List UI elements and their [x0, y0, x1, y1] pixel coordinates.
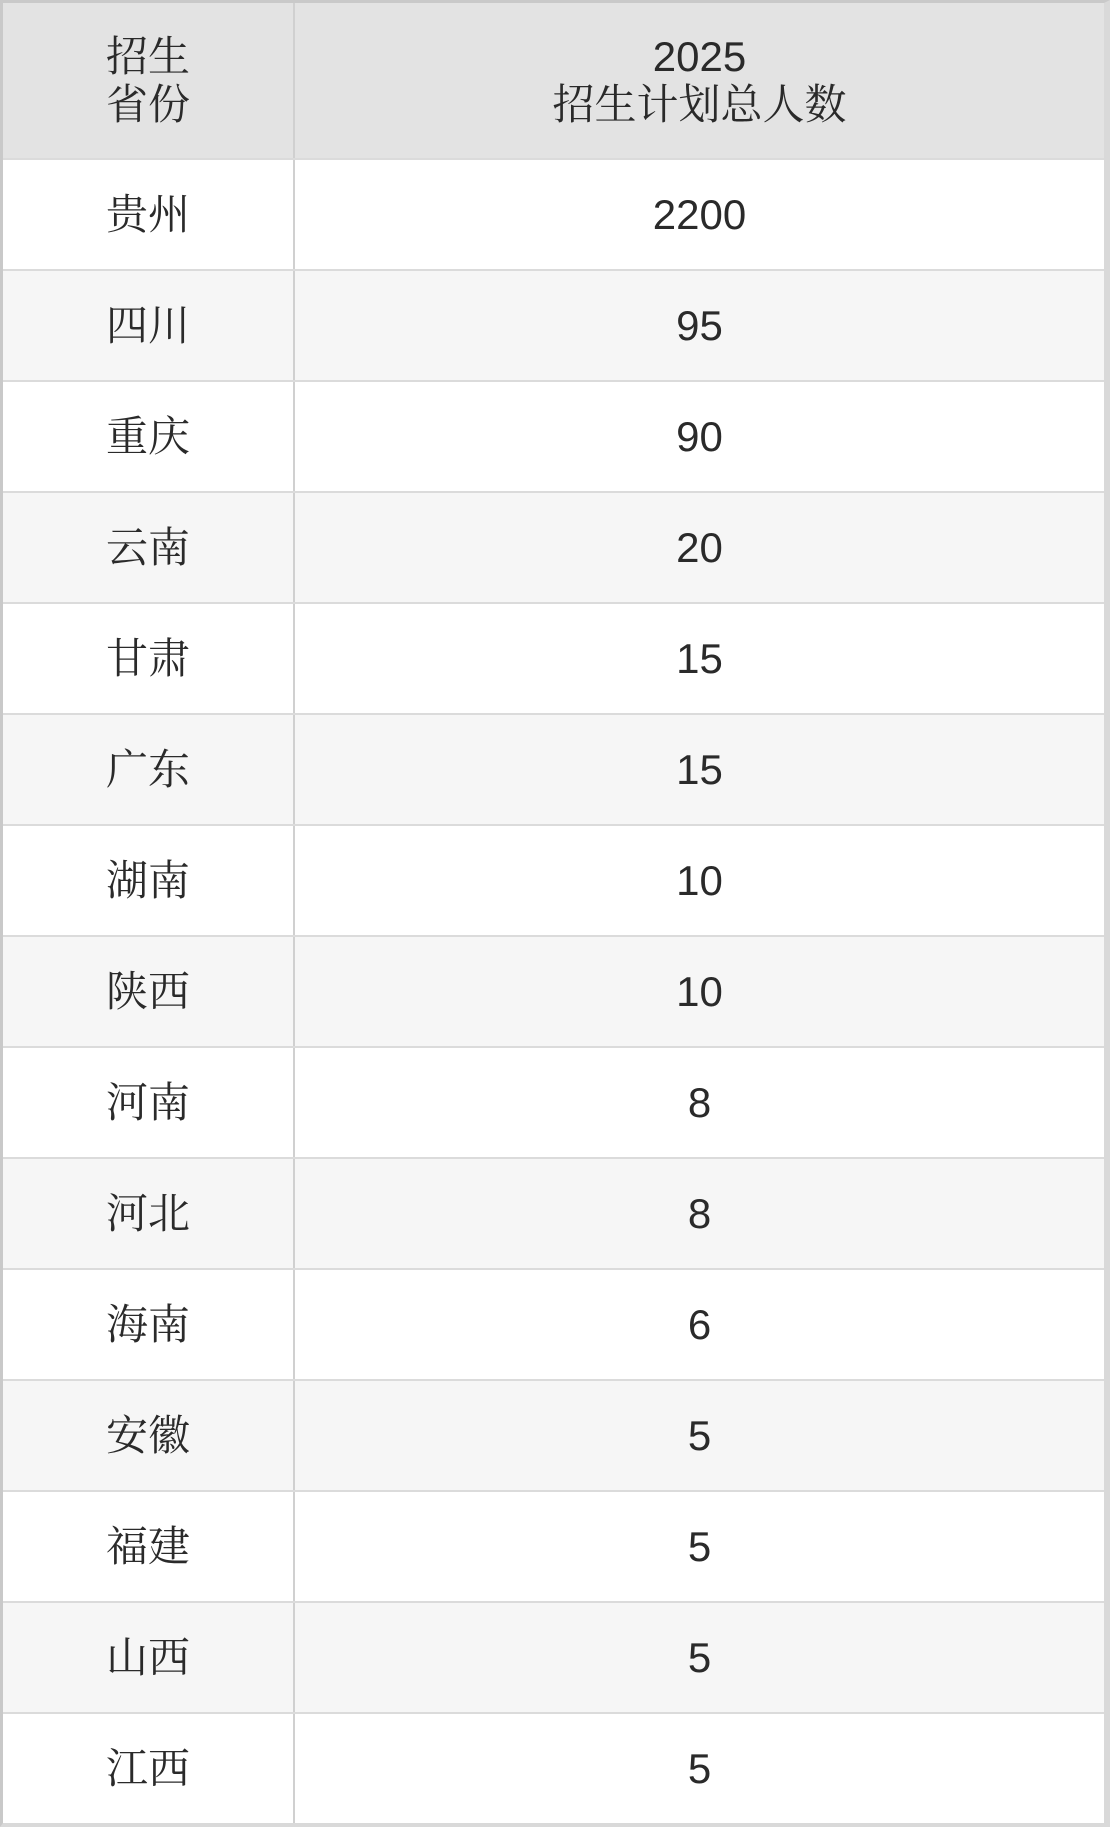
header-province-line2: 省份	[105, 80, 190, 128]
table-row	[3, 1379, 1104, 1490]
province-cell: 福建	[3, 1492, 295, 1601]
table-row	[3, 158, 1104, 269]
plan-total-cell: 5	[687, 1411, 712, 1459]
province-cell: 四川	[3, 271, 295, 380]
plan-total-cell: 5	[687, 1522, 712, 1570]
table-row	[3, 1046, 1104, 1157]
province-cell: 湖南	[3, 826, 295, 935]
table-row	[3, 1490, 1104, 1601]
plan-total-cell: 15	[676, 745, 723, 793]
province-cell: 河北	[3, 1159, 295, 1268]
plan-total-cell: 20	[676, 523, 723, 571]
header-plan-line1: 2025	[652, 32, 747, 80]
province-cell: 山西	[3, 1603, 295, 1712]
plan-total-cell: 95	[676, 301, 723, 349]
plan-total-cell: 5	[687, 1744, 712, 1792]
table-header-row	[3, 3, 1104, 158]
table-row	[3, 935, 1104, 1046]
province-cell: 贵州	[3, 160, 295, 269]
province-cell: 安徽	[3, 1381, 295, 1490]
table-row	[3, 1601, 1104, 1712]
table-row	[3, 1268, 1104, 1379]
province-cell: 重庆	[3, 382, 295, 491]
province-cell: 甘肃	[3, 604, 295, 713]
province-cell: 江西	[3, 1714, 295, 1823]
plan-total-cell: 10	[676, 967, 723, 1015]
plan-total-cell: 6	[687, 1300, 712, 1348]
plan-total-cell: 8	[687, 1189, 712, 1237]
plan-total-cell: 2200	[652, 190, 747, 238]
plan-total-cell: 10	[676, 856, 723, 904]
header-plan-line2: 招生计划总人数	[552, 80, 847, 128]
table-row	[3, 713, 1104, 824]
province-cell: 海南	[3, 1270, 295, 1379]
plan-total-cell: 8	[687, 1078, 712, 1126]
table-row	[3, 824, 1104, 935]
header-province-line1: 招生	[105, 32, 190, 80]
plan-total-cell: 5	[687, 1633, 712, 1681]
province-cell: 陕西	[3, 937, 295, 1046]
table-row	[3, 269, 1104, 380]
table-row	[3, 1157, 1104, 1268]
province-cell: 河南	[3, 1048, 295, 1157]
plan-total-cell: 90	[676, 412, 723, 460]
header-cell-province	[3, 3, 295, 158]
plan-total-cell: 15	[676, 634, 723, 682]
table-row	[3, 1712, 1104, 1823]
table-row	[3, 380, 1104, 491]
table-row	[3, 602, 1104, 713]
table-row	[3, 491, 1104, 602]
header-cell-plan-total	[295, 3, 1104, 158]
province-cell: 云南	[3, 493, 295, 602]
province-cell: 广东	[3, 715, 295, 824]
